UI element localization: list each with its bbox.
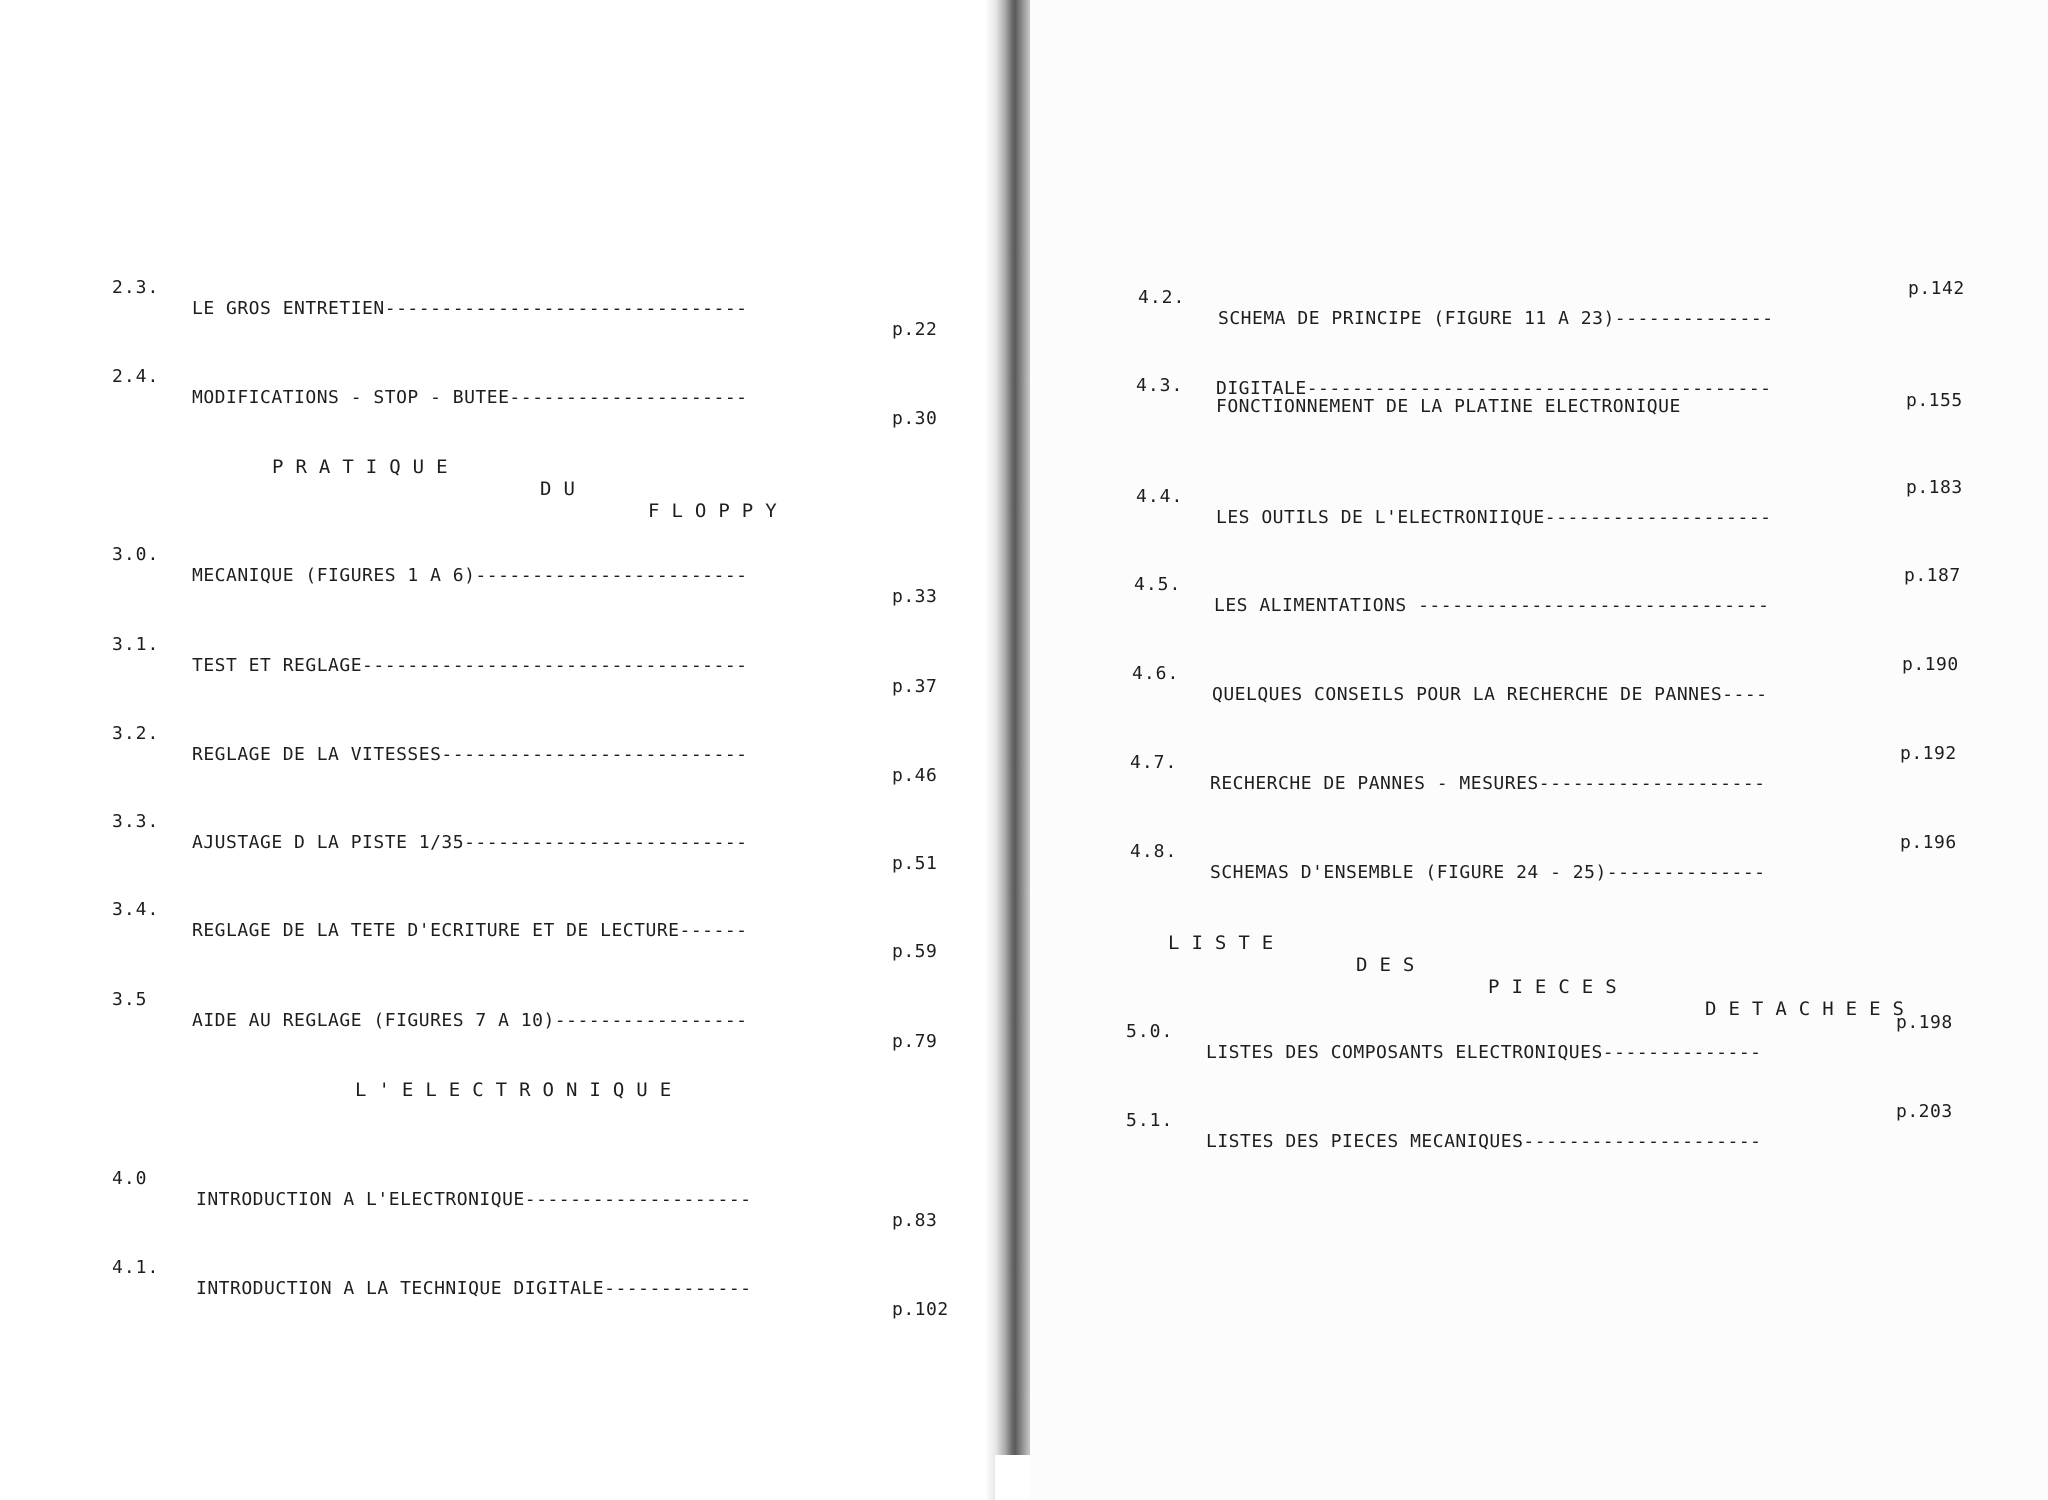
entry-number: 3.4. (112, 899, 160, 920)
entry-page: p.79 (892, 1031, 938, 1052)
entry-title: SCHEMAS D'ENSEMBLE (FIGURE 24 - 25)-------------- (1210, 862, 1766, 883)
section-heading-pieces (1168, 910, 1916, 1042)
heading-word: PIECES (1488, 976, 1629, 998)
heading-word: PRATIQUE (272, 456, 460, 478)
entry-title: INTRODUCTION A L'ELECTRONIQUE-------------------- (196, 1189, 752, 1210)
entry-number: 4.7. (1130, 752, 1178, 773)
entry-title: AJUSTAGE D LA PISTE 1/35------------------------- (192, 832, 748, 853)
entry-page: p.196 (1900, 832, 1957, 853)
entry-title: INTRODUCTION A LA TECHNIQUE DIGITALE------------- (196, 1278, 752, 1299)
entry-title: MECANIQUE (FIGURES 1 A 6)------------------------ (192, 565, 748, 586)
entry-number: 3.0. (112, 544, 160, 565)
entry-page: p.37 (892, 676, 938, 697)
entry-page: p.46 (892, 765, 938, 786)
entry-title: LISTES DES COMPOSANTS ELECTRONIQUES-------------- (1206, 1042, 1762, 1063)
entry-page: p.198 (1896, 1012, 1953, 1033)
entry-page: p.83 (892, 1210, 938, 1231)
heading-word: DES (1356, 954, 1427, 976)
entry-title: REGLAGE DE LA TETE D'ECRITURE ET DE LECTURE------ (192, 920, 748, 941)
entry-title: QUELQUES CONSEILS POUR LA RECHERCHE DE PANNES---- (1212, 684, 1768, 705)
entry-title: LE GROS ENTRETIEN-------------------------------- (192, 298, 748, 319)
toc-entry-2-4 (112, 345, 938, 450)
entry-page: p.22 (892, 319, 938, 340)
gutter-bottom-edge (995, 1455, 1035, 1500)
entry-title: TEST ET REGLAGE---------------------------------- (192, 655, 748, 676)
toc-entry-4-1 (112, 1236, 949, 1341)
entry-page: p.33 (892, 586, 938, 607)
entry-page: p.59 (892, 941, 938, 962)
entry-title-continuation: DIGITALE----------------------------------------- (1216, 378, 1772, 399)
section-heading-pratique (272, 434, 789, 544)
entry-page: p.102 (892, 1299, 949, 1320)
section-heading-electronique (355, 1057, 684, 1123)
entry-number: 5.0. (1126, 1021, 1174, 1042)
entry-title: LES OUTILS DE L'ELECTRONIIQUE-------------------- (1216, 507, 1772, 528)
heading-word: DETACHEES (1705, 998, 1916, 1020)
entry-page: p.187 (1904, 565, 1961, 586)
toc-entry-5-1 (1126, 1089, 1953, 1194)
entry-page: p.183 (1906, 477, 1963, 498)
entry-page: p.30 (892, 408, 938, 429)
right-page (1030, 0, 2048, 1500)
entry-title: LISTES DES PIECES MECANIQUES--------------------- (1206, 1131, 1762, 1152)
entry-number: 4.3. (1136, 375, 1184, 396)
entry-page: p.192 (1900, 743, 1957, 764)
entry-number: 3.5 (112, 989, 148, 1010)
entry-number: 4.1. (112, 1257, 160, 1278)
heading-word: LISTE (1168, 932, 1286, 954)
entry-title: AIDE AU REGLAGE (FIGURES 7 A 10)----------------- (192, 1010, 748, 1031)
entry-number: 4.5. (1134, 574, 1182, 595)
entry-number: 2.4. (112, 366, 160, 387)
entry-title: REGLAGE DE LA VITESSES--------------------------- (192, 744, 748, 765)
toc-entry-3-5 (112, 968, 938, 1073)
entry-page: p.190 (1902, 654, 1959, 675)
heading-word: L'ELECTRONIQUE (355, 1079, 684, 1101)
entry-number: 4.6. (1132, 663, 1180, 684)
entry-title: LES ALIMENTATIONS ------------------------------- (1214, 595, 1770, 616)
entry-number: 3.3. (112, 811, 160, 832)
entry-number: 2.3. (112, 277, 160, 298)
entry-title: MODIFICATIONS - STOP - BUTEE--------------------- (192, 387, 748, 408)
entry-number: 4.0 (112, 1168, 148, 1189)
entry-number: 5.1. (1126, 1110, 1174, 1131)
entry-number: 4.8. (1130, 841, 1178, 862)
entry-title: RECHERCHE DE PANNES - MESURES-------------------- (1210, 773, 1766, 794)
toc-entry-4-3 (1136, 354, 1963, 480)
entry-title: FONCTIONNEMENT DE LA PLATINE ELECTRONIQUE (1216, 396, 1681, 417)
entry-page: p.155 (1906, 390, 1963, 411)
entry-page: p.51 (892, 853, 938, 874)
entry-page: p.142 (1908, 278, 1965, 299)
entry-title: SCHEMA DE PRINCIPE (FIGURE 11 A 23)-------------- (1218, 308, 1774, 329)
heading-word: FLOPPY (648, 500, 789, 522)
left-page (0, 0, 1000, 1500)
entry-number: 3.1. (112, 634, 160, 655)
entry-number: 4.4. (1136, 486, 1184, 507)
entry-page: p.203 (1896, 1101, 1953, 1122)
entry-number: 4.2. (1138, 287, 1186, 308)
entry-number: 3.2. (112, 723, 160, 744)
heading-word: DU (540, 478, 587, 500)
